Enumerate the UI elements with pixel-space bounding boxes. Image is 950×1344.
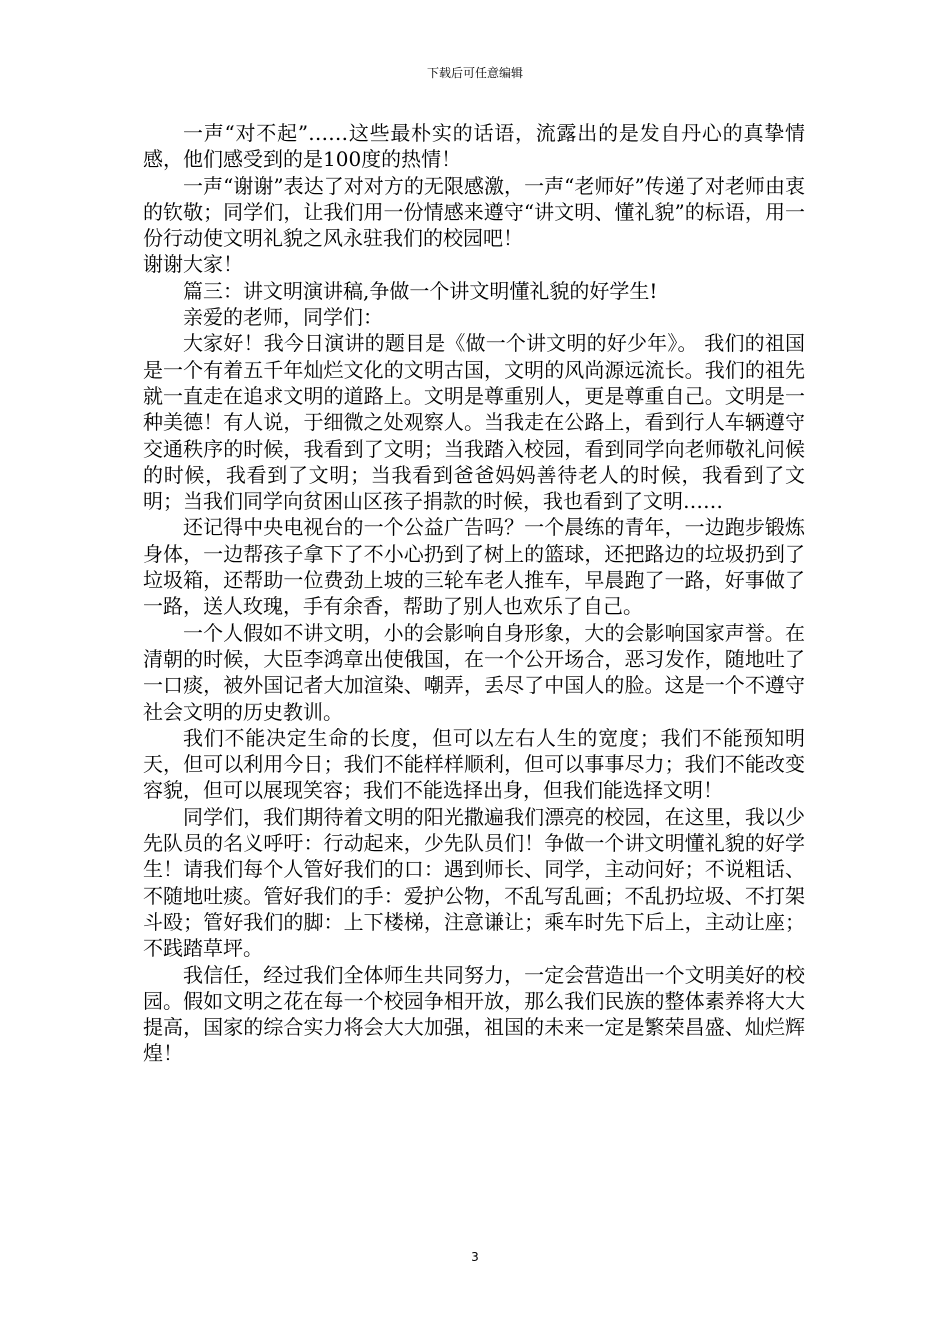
paragraph: 一个人假如不讲文明，小的会影响自身形象，大的会影响国家声誉。在清朝的时候，大臣李鸿章出使俄国，在一个公开场合，恶习发作，随地吐了一口痰，被外国记者大加渲染、嘲弄，丢尽了中国人的脸。这是一个不遵守社会文明的历史教训。 — [143, 620, 805, 724]
paragraph: 大家好！我今日演讲的题目是《做一个讲文明的好少年》。 我们的祖国是一个有着五千年灿烂文化的文明古国，文明的风尚源远流长。我们的祖先就一直走在追求文明的道路上。文明是尊重别人，更是尊重自己。文明是一种美德！有人说，于细微之处观察人。当我走在公路上，看到行人车辆遵守交通秩序的时候，我看到了文明；当我踏入校园，看到同学向老师敬礼问候的时候，我看到了文明；当我看到爸爸妈妈善待老人的时候，我看到了文明；当我们同学向贫困山区孩子捐款的时候，我也看到了文明…… — [143, 331, 805, 514]
section-title: 篇三：讲文明演讲稿,争做一个讲文明懂礼貌的好学生! — [183, 278, 658, 303]
document-body — [143, 120, 805, 1067]
paragraph: 我们不能决定生命的长度，但可以左右人生的宽度；我们不能预知明天，但可以利用今日；我们不能样样顺利，但可以事事尽力；我们不能改变容貌，但可以展现笑容；我们不能选择出身，但我们能选择文明！ — [143, 725, 805, 803]
salutation: 亲爱的老师，同学们： — [183, 305, 383, 330]
paragraph: 一声“谢谢”表达了对对方的无限感激，一声“老师好”传递了对老师由衷的钦敬；同学们，让我们用一份情感来遵守“讲文明、懂礼貌”的标语，用一份行动使文明礼貌之风永驻我们的校园吧！ — [143, 173, 805, 251]
paragraph: 一声“对不起”……这些最朴实的话语，流露出的是发自丹心的真挚情感，他们感受到的是100度的热情！ — [143, 121, 805, 172]
paragraph: 同学们，我们期待着文明的阳光撒遍我们漂亮的校园，在这里，我以少先队员的名义呼吁：行动起来，少先队员们！争做一个讲文明懂礼貌的好学生！请我们每个人管好我们的口：遇到师长、同学，主动问好；不说粗话、不随地吐痰。管好我们的手：爱护公物，不乱写乱画；不乱扔垃圾、不打架斗殴；管好我们的脚：上下楼梯，注意谦让；乘车时先下后上，主动让座；不践踏草坪。 — [143, 804, 805, 961]
page-header: 下载后可任意编辑 — [426, 66, 523, 80]
paragraph: 还记得中央电视台的一个公益广告吗？一个晨练的青年，一边跑步锻炼身体，一边帮孩子拿下了不小心扔到了树上的篮球，还把路边的垃圾扔到了垃圾箱，还帮助一位费劲上坡的三轮车老人推车，早晨跑了一路，好事做了一路，送人玫瑰，手有余香，帮助了别人也欢乐了自己。 — [143, 515, 805, 619]
page-number: 3 — [471, 1250, 479, 1264]
paragraph: 谢谢大家！ — [143, 252, 243, 277]
paragraph: 我信任，经过我们全体师生共同努力，一定会营造出一个文明美好的校园。假如文明之花在每一个校园争相开放，那么我们民族的整体素养将大大提高，国家的综合实力将会大大加强，祖国的未来一定是繁荣昌盛、灿烂辉煌！ — [143, 962, 805, 1066]
